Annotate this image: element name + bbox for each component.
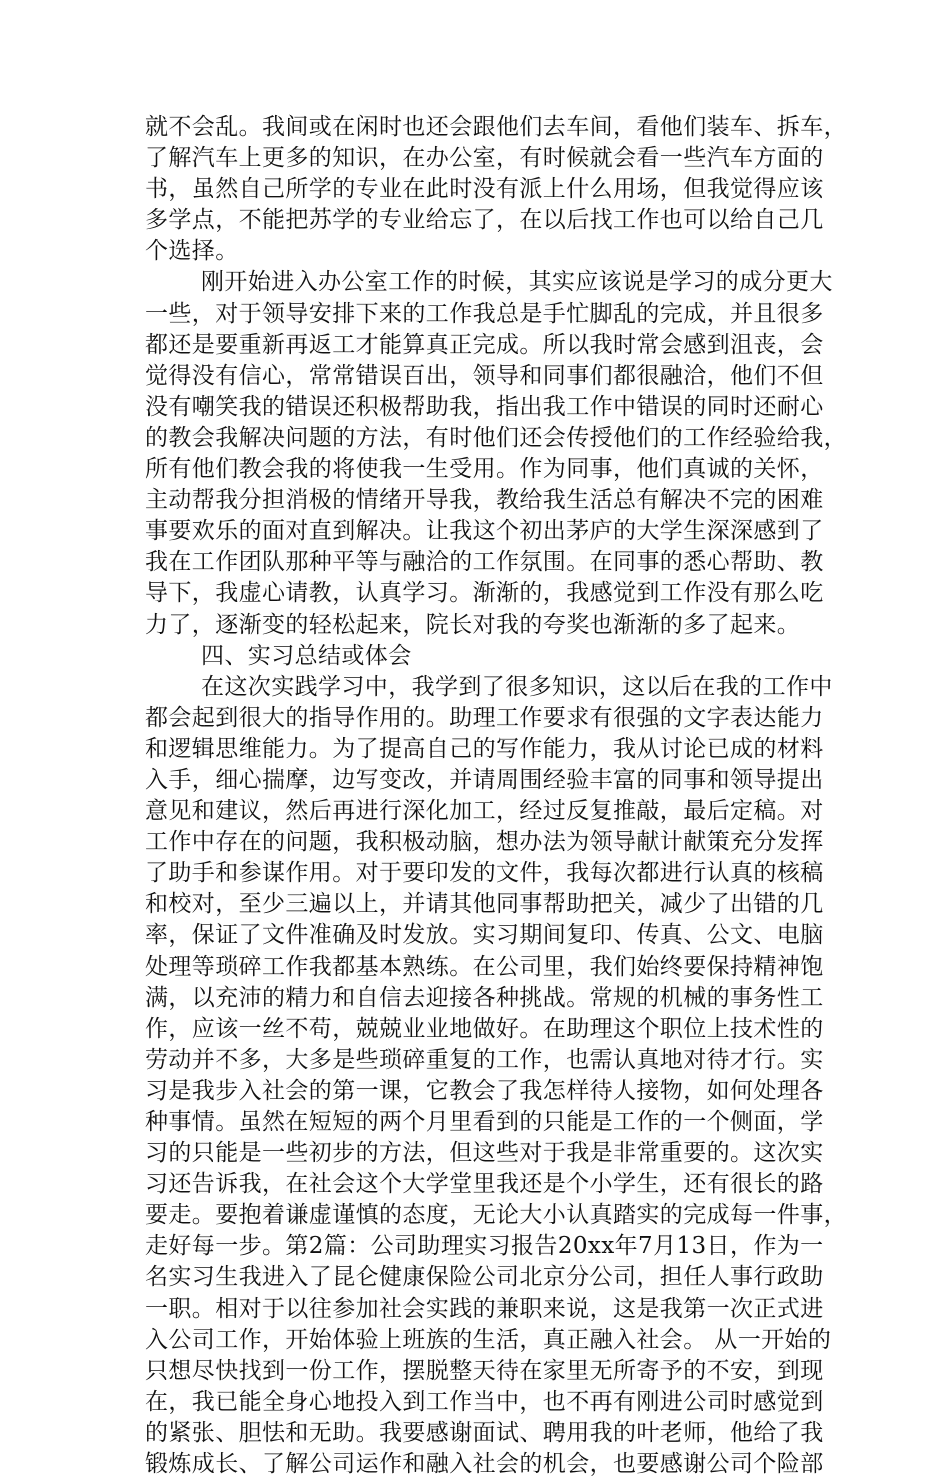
text-line: 导下，我虚心请教，认真学习。渐渐的，我感觉到工作没有那么吃 (145, 580, 824, 607)
text-line: 都还是要重新再返工才能算真正完成。所以我时常会感到沮丧，会 (145, 331, 824, 358)
text-line: 入公司工作，开始体验上班族的生活，真正融入社会。 从一开始的 (145, 1326, 832, 1353)
text-line: 了解汽车上更多的知识，在办公室，有时候就会看一些汽车方面的 (145, 145, 824, 172)
text-line: 意见和建议，然后再进行深化加工，经过反复推敲，最后定稿。对 (145, 798, 824, 825)
text-line: 主动帮我分担消极的情绪开导我，教给我生活总有解决不完的困难 (145, 487, 824, 514)
text-line: 了助手和参谋作用。对于要印发的文件，我每次都进行认真的核稿 (145, 860, 824, 887)
text-line: 没有嘲笑我的错误还积极帮助我，指出我工作中错误的同时还耐心 (145, 393, 824, 420)
text-line: 和逻辑思维能力。为了提高自己的写作能力，我从讨论已成的材料 (145, 735, 824, 762)
text-line: 刚开始进入办公室工作的时候，其实应该说是学习的成分更大 (201, 269, 833, 296)
text-line: 觉得没有信心，常常错误百出，领导和同事们都很融洽，他们不但 (145, 362, 824, 389)
text-line: 一些，对于领导安排下来的工作我总是手忙脚乱的完成，并且很多 (145, 300, 824, 327)
text-line: 在，我已能全身心地投入到工作当中，也不再有刚进公司时感觉到 (145, 1388, 824, 1415)
text-line: 书，虽然自己所学的专业在此时没有派上什么用场，但我觉得应该 (145, 176, 824, 203)
text-line: 作，应该一丝不苟，兢兢业业地做好。在助理这个职位上技术性的 (145, 1015, 824, 1042)
text-line: 工作中存在的问题，我积极动脑，想办法为领导献计献策充分发挥 (145, 829, 824, 856)
text-line: 只想尽快找到一份工作，摆脱整天待在家里无所寄予的不安，到现 (145, 1357, 824, 1384)
text-line: 种事情。虽然在短短的两个月里看到的只能是工作的一个侧面，学 (145, 1109, 824, 1135)
text-line: 所有他们教会我的将使我一生受用。作为同事，他们真诚的关怀， (145, 456, 824, 483)
text-line: 都会起到很大的指导作用的。助理工作要求有很强的文字表达能力 (145, 704, 824, 731)
text-line: 入手，细心揣摩，边写变改，并请周围经验丰富的同事和领导提出 (145, 766, 824, 793)
text-line: 一职。相对于以往参加社会实践的兼职来说，这是我第一次正式进 (145, 1295, 824, 1322)
text-line: 个选择。 (145, 238, 239, 265)
text-line: 和校对，至少三遍以上，并请其他同事帮助把关，减少了出错的几 (145, 891, 824, 918)
text-line: 劳动并不多，大多是些琐碎重复的工作，也需认真地对待才行。实 (145, 1046, 824, 1073)
text-line: 走好每一步。第2篇：公司助理实习报告20xx年7月13日，作为一 (145, 1233, 824, 1260)
text-line: 我在工作团队那种平等与融洽的工作氛围。在同事的悉心帮助、教 (145, 549, 824, 576)
text-line: 的教会我解决问题的方法，有时他们还会传授他们的工作经验给我， (145, 424, 847, 451)
text-line: 锻炼成长、了解公司运作和融入社会的机会，也要感谢公司个险部 (145, 1451, 824, 1478)
text-line: 多学点，不能把苏学的专业给忘了，在以后找工作也可以给自己几 (145, 207, 824, 234)
text-line: 的紧张、胆怯和无助。我要感谢面试、聘用我的叶老师，他给了我 (145, 1419, 824, 1446)
text-line: 事要欢乐的面对直到解决。让我这个初出茅庐的大学生深深感到了 (145, 518, 824, 545)
text-line: 处理等琐碎工作我都基本熟练。在公司里，我们始终要保持精神饱 (145, 953, 824, 980)
text-line: 习是我步入社会的第一课，它教会了我怎样待人接物，如何处理各 (145, 1077, 824, 1104)
text-line: 四、实习总结或体会 (201, 642, 412, 669)
text-line: 力了，逐渐变的轻松起来，院长对我的夸奖也渐渐的多了起来。 (145, 611, 801, 638)
text-line: 率，保证了文件准确及时发放。实习期间复印、传真、公文、电脑 (145, 922, 824, 949)
text-line: 习还告诉我，在社会这个大学堂里我还是个小学生，还有很长的路 (145, 1171, 824, 1198)
document-page (145, 112, 847, 1480)
text-line: 在这次实践学习中，我学到了很多知识，这以后在我的工作中 (201, 673, 833, 700)
text-line: 习的只能是一些初步的方法，但这些对于我是非常重要的。这次实 (145, 1140, 824, 1167)
text-line: 要走。要抱着谦虚谨慎的态度，无论大小认真踏实的完成每一件事， (145, 1202, 847, 1229)
text-line: 就不会乱。我间或在闲时也还会跟他们去车间，看他们装车、拆车， (145, 114, 847, 140)
text-line: 满，以充沛的精力和自信去迎接各种挑战。常规的机械的事务性工 (145, 984, 824, 1011)
text-line: 名实习生我进入了昆仑健康保险公司北京分公司，担任人事行政助 (145, 1264, 824, 1291)
